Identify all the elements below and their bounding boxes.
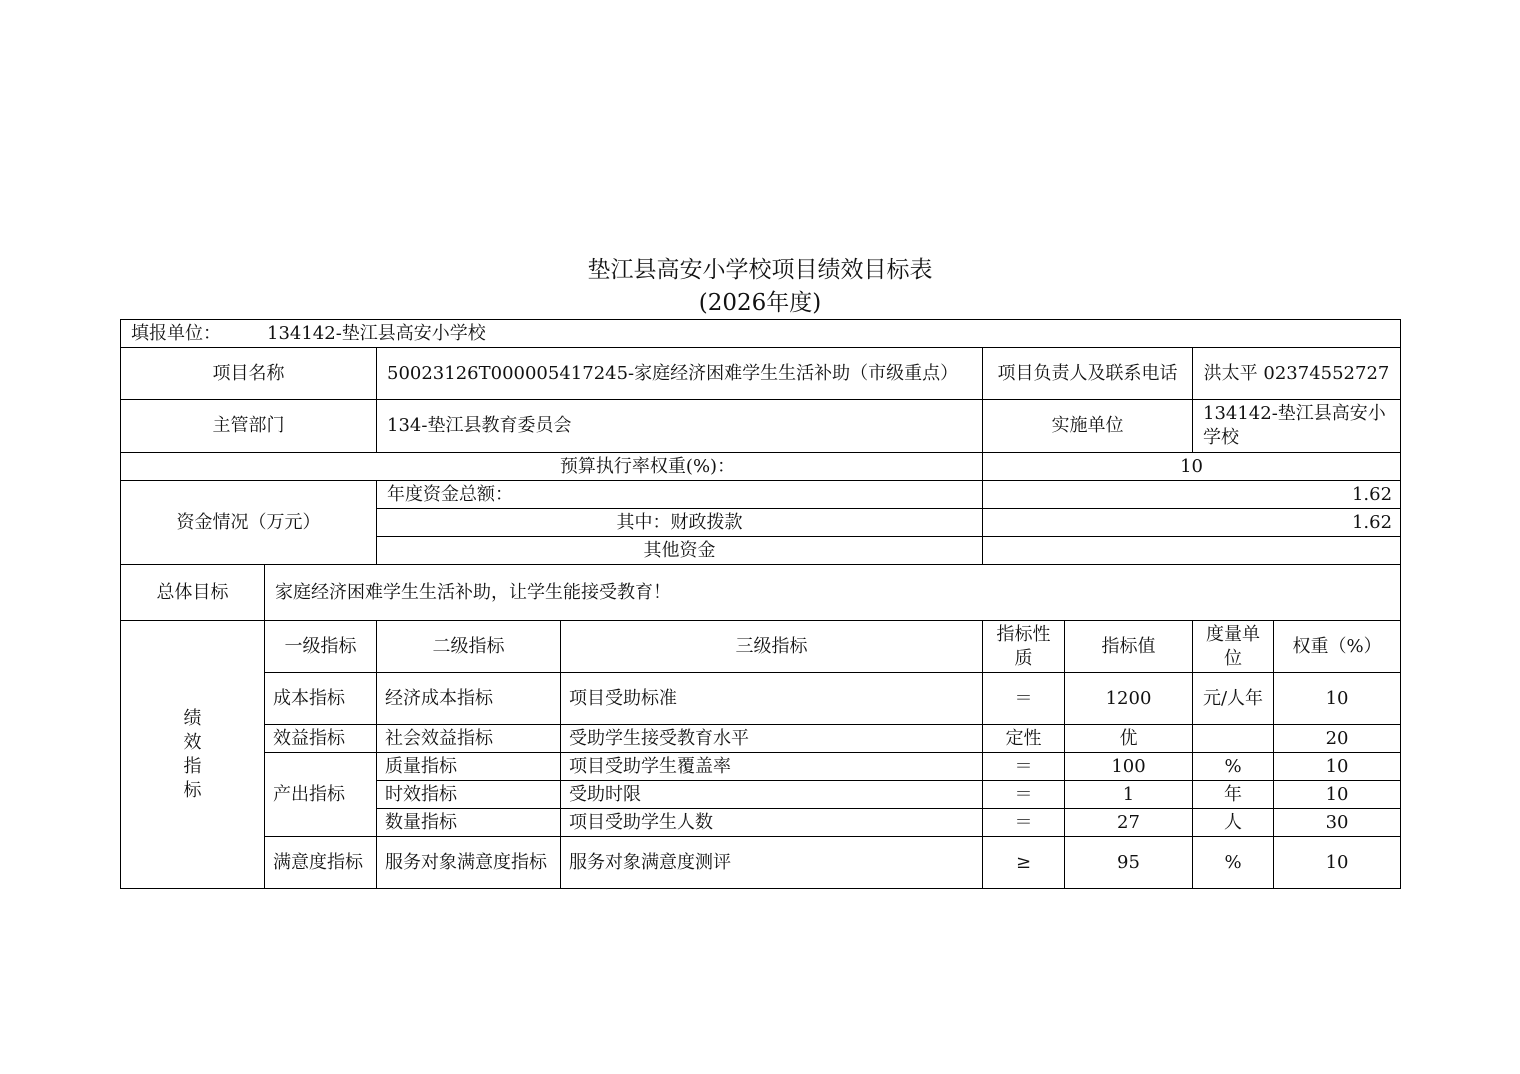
budget-weight-row — [121, 453, 1401, 481]
row-nature: ≥ — [983, 837, 1065, 889]
row-level2: 社会效益指标 — [377, 725, 561, 753]
row-level2: 数量指标 — [377, 809, 561, 837]
project-contact-value: 洪太平 02374552727 — [1193, 348, 1401, 400]
budget-weight-value: 10 — [983, 453, 1401, 481]
row-weight: 10 — [1274, 673, 1401, 725]
project-contact-label: 项目负责人及联系电话 — [983, 348, 1193, 400]
header-level2: 二级指标 — [377, 621, 561, 673]
indicators-header-row — [121, 621, 1401, 673]
indicators-section-label — [121, 621, 265, 889]
row-value: 100 — [1065, 753, 1193, 781]
fiscal-funds-value: 1.62 — [983, 509, 1401, 537]
fiscal-funds-label: 其中：财政拨款 — [377, 509, 983, 537]
header-nature: 指标性质 — [983, 621, 1065, 673]
row-unit: % — [1193, 753, 1274, 781]
row-level2: 时效指标 — [377, 781, 561, 809]
table-row — [121, 837, 1401, 889]
implementing-unit-label: 实施单位 — [983, 400, 1193, 453]
row-level3: 项目受助标准 — [561, 673, 983, 725]
row-value: 95 — [1065, 837, 1193, 889]
table-row — [121, 725, 1401, 753]
row-nature: ＝ — [983, 809, 1065, 837]
reporting-unit-label: 填报单位： — [131, 322, 221, 344]
row-level2: 经济成本指标 — [377, 673, 561, 725]
reporting-unit-row — [121, 320, 1401, 348]
row-weight: 10 — [1274, 837, 1401, 889]
annual-total-value: 1.62 — [983, 481, 1401, 509]
row-nature: ＝ — [983, 673, 1065, 725]
row-weight: 20 — [1274, 725, 1401, 753]
row-weight: 10 — [1274, 753, 1401, 781]
other-funds-label: 其他资金 — [377, 537, 983, 565]
reporting-unit-value: 134142-垫江县高安小学校 — [267, 322, 486, 344]
row-nature: ＝ — [983, 753, 1065, 781]
department-label: 主管部门 — [121, 400, 377, 453]
row-nature: 定性 — [983, 725, 1065, 753]
row-level3: 受助学生接受教育水平 — [561, 725, 983, 753]
row-level1: 成本指标 — [265, 673, 377, 725]
header-level3: 三级指标 — [561, 621, 983, 673]
department-row — [121, 400, 1401, 453]
row-level1: 效益指标 — [265, 725, 377, 753]
row-value: 优 — [1065, 725, 1193, 753]
row-level2: 服务对象满意度指标 — [377, 837, 561, 889]
annual-total-label: 年度资金总额： — [377, 481, 983, 509]
row-level3: 服务对象满意度测评 — [561, 837, 983, 889]
project-name-value: 50023126T000005417245-家庭经济困难学生生活补助（市级重点） — [377, 348, 983, 400]
row-value: 1 — [1065, 781, 1193, 809]
row-weight: 30 — [1274, 809, 1401, 837]
header-value: 指标值 — [1065, 621, 1193, 673]
department-value: 134-垫江县教育委员会 — [377, 400, 983, 453]
funds-label: 资金情况（万元） — [121, 481, 377, 565]
header-level1: 一级指标 — [265, 621, 377, 673]
project-name-row — [121, 348, 1401, 400]
reporting-unit-cell — [121, 320, 1401, 348]
overall-goal-label: 总体目标 — [121, 565, 265, 621]
row-value: 1200 — [1065, 673, 1193, 725]
implementing-unit-value: 134142-垫江县高安小学校 — [1193, 400, 1401, 453]
document-title: 垫江县高安小学校项目绩效目标表 — [587, 257, 933, 283]
document-subtitle: (2026年度) — [698, 290, 822, 316]
budget-weight-label: 预算执行率权重(%)： — [121, 453, 983, 481]
row-level3: 项目受助学生覆盖率 — [561, 753, 983, 781]
row-unit: % — [1193, 837, 1274, 889]
row-weight: 10 — [1274, 781, 1401, 809]
header-weight: 权重（%） — [1274, 621, 1401, 673]
header-unit: 度量单位 — [1193, 621, 1274, 673]
row-level3: 受助时限 — [561, 781, 983, 809]
row-unit: 元/人年 — [1193, 673, 1274, 725]
row-value: 27 — [1065, 809, 1193, 837]
row-level1: 满意度指标 — [265, 837, 377, 889]
table-row — [121, 753, 1401, 781]
project-name-label: 项目名称 — [121, 348, 377, 400]
indicators-section-text: 绩效指标 — [183, 707, 202, 801]
row-level3: 项目受助学生人数 — [561, 809, 983, 837]
other-funds-value — [983, 537, 1401, 565]
performance-goal-table — [120, 319, 1401, 889]
table-row — [121, 673, 1401, 725]
row-level1: 产出指标 — [265, 753, 377, 837]
overall-goal-row — [121, 565, 1401, 621]
row-unit: 人 — [1193, 809, 1274, 837]
row-level2: 质量指标 — [377, 753, 561, 781]
row-unit — [1193, 725, 1274, 753]
overall-goal-value: 家庭经济困难学生生活补助，让学生能接受教育！ — [265, 565, 1401, 621]
row-nature: ＝ — [983, 781, 1065, 809]
row-unit: 年 — [1193, 781, 1274, 809]
funds-total-row — [121, 481, 1401, 509]
